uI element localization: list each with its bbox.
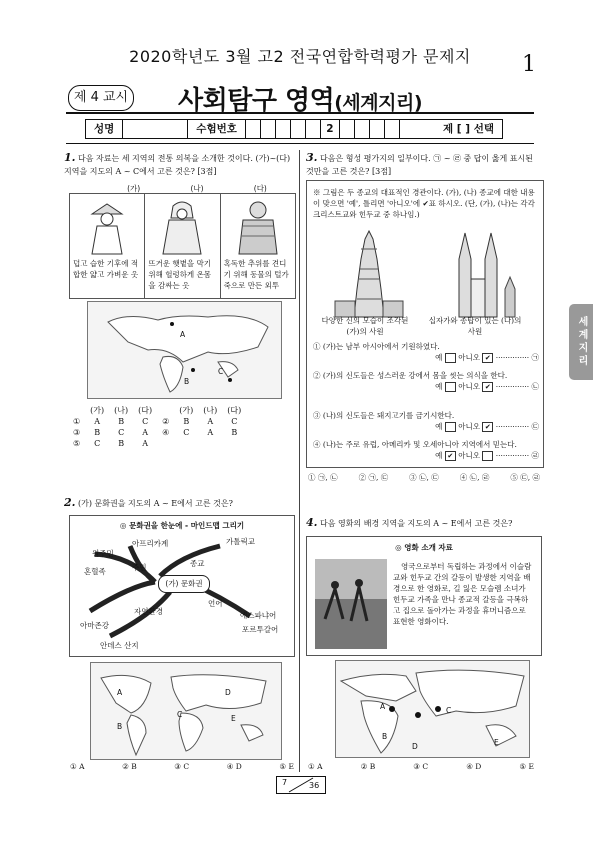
choice-cell: C — [118, 428, 125, 437]
subject-sub: (세계지리) — [334, 92, 423, 114]
q3-text: 다음은 형성 평가지의 일부이다. ㉠ ~ ㉣ 중 답이 옳게 표시된 것만을 고른 것은? [3점] — [306, 154, 533, 176]
q2-number: 2. — [64, 496, 76, 509]
q2-mindmap — [69, 515, 295, 657]
mindmap-center: (가) 문화권 — [158, 575, 210, 593]
choice-cell: A — [207, 428, 214, 437]
hindu-temple-icon — [329, 229, 409, 319]
exam-digit-5[interactable] — [306, 120, 321, 138]
choice-cell: B — [118, 417, 125, 426]
yes-label: 예 — [435, 451, 443, 460]
q1-world-map — [87, 301, 282, 399]
q4-map-label-a: A — [380, 702, 386, 711]
q2-choice-2[interactable]: ② B — [122, 762, 137, 771]
choice-cell: C — [231, 417, 238, 426]
q3-item: ④ (나)는 주로 유럽, 아메리카 및 오세아니아 지역에서 믿는다. 예 ✔ 아니오 ·············· ㉣ — [313, 440, 539, 460]
fur-coat-figure-icon — [221, 196, 295, 256]
item-mark: ㉢ — [531, 422, 539, 431]
q1-prompt — [64, 152, 294, 178]
no-label: 아니오 — [458, 353, 480, 362]
q4-prompt — [306, 517, 540, 531]
footer-page: 7 — [282, 778, 288, 787]
mindmap-branch: 아마존강 — [80, 621, 109, 630]
choice-cell[interactable]: ② — [162, 417, 170, 426]
world-map-icon — [336, 661, 529, 757]
q3-choice-4[interactable]: ④ ㉡, ㉣ — [459, 473, 490, 482]
q3-item: ③ (나)의 신도들은 돼지고기를 금기시한다. 예 아니오 ✔ ·············· ㉢ — [313, 411, 539, 431]
q2-map-label-b: B — [117, 722, 123, 731]
exam-digit-2[interactable] — [261, 120, 276, 138]
footer-total: 36 — [309, 781, 320, 790]
exam-digit-4[interactable] — [291, 120, 306, 138]
no-checkbox[interactable] — [482, 451, 493, 461]
q3-items — [313, 341, 539, 479]
item-mark: ㉣ — [531, 451, 539, 460]
yes-label: 예 — [435, 422, 443, 431]
q3-choices — [308, 472, 540, 483]
q2-choice-4[interactable]: ④ D — [226, 762, 242, 771]
item-mark: ㉠ — [531, 353, 539, 362]
q1-map-label-b: B — [184, 377, 190, 386]
q1-costume-table — [69, 193, 296, 299]
q4-choice-4[interactable]: ④ D — [466, 762, 482, 771]
q1-choices — [68, 405, 246, 449]
subject-main: 사회탐구 영역 — [178, 86, 335, 116]
choice-cell: C — [183, 428, 190, 437]
mindmap-branch: 종교 — [190, 559, 205, 568]
choice-cell: A — [142, 439, 149, 448]
light-clothing-figure-icon — [70, 196, 144, 256]
q2-choice-1[interactable]: ① A — [70, 762, 85, 771]
q2-map-label-a: A — [117, 688, 123, 697]
item-mark: ㉡ — [531, 382, 539, 391]
q2-map-label-c: C — [177, 710, 183, 719]
item-num: ① — [313, 342, 321, 351]
q1-map-label-c: C — [218, 367, 224, 376]
q4-text: 다음 영화의 배경 지역을 지도의 A ~ E에서 고른 것은? — [320, 519, 513, 528]
q2-choice-3[interactable]: ③ C — [174, 762, 190, 771]
item-num: ④ — [313, 440, 321, 449]
no-checkbox[interactable]: ✔ — [482, 422, 493, 432]
choice-cell: B — [183, 417, 190, 426]
q1-col-da: (다) — [253, 184, 267, 193]
q4-choice-1[interactable]: ① A — [308, 762, 323, 771]
choice-cell: A — [142, 428, 149, 437]
choice-cell: C — [94, 439, 101, 448]
q3-choice-3[interactable]: ③ ㉡, ㉢ — [409, 473, 439, 482]
q1-choice-row[interactable] — [68, 416, 246, 427]
yes-checkbox[interactable] — [445, 382, 456, 392]
mindmap-branch: 가톨릭교 — [226, 537, 255, 546]
q2-prompt — [64, 497, 294, 511]
mindmap-branch: 언어 — [208, 599, 223, 608]
column-divider — [299, 150, 300, 772]
mindmap-branch: 혼혈족 — [84, 567, 106, 576]
exam-digit-10[interactable] — [385, 120, 400, 138]
exam-digit-9[interactable] — [370, 120, 385, 138]
no-label: 아니오 — [458, 382, 480, 391]
q4-world-map — [335, 660, 530, 758]
q3-item: ① (가)는 남부 아시아에서 기원하였다. 예 아니오 ✔ ·············· ㉠ — [313, 342, 539, 362]
no-checkbox[interactable]: ✔ — [482, 382, 493, 392]
q1-choice-header — [68, 405, 246, 416]
movie-box-title: ◎ 영화 소개 자료 — [395, 543, 453, 552]
id-bar — [85, 119, 503, 139]
page-footer — [276, 776, 326, 794]
mindmap-branch: 아프리카계 — [132, 539, 169, 548]
yes-label: 예 — [435, 382, 443, 391]
q3-quiz-box — [306, 180, 544, 468]
world-map-icon — [91, 663, 281, 759]
exam-title: 2020학년도 3월 고2 전국연합학력평가 문제지 — [129, 47, 471, 66]
q2-text: (가) 문화권을 지도의 A ~ E에서 고른 것은? — [78, 499, 233, 508]
exam-digit-1[interactable] — [246, 120, 261, 138]
q3-prompt — [306, 152, 540, 178]
item-num: ③ — [313, 411, 321, 420]
q2-choices — [70, 761, 294, 772]
q4-movie-box — [306, 536, 542, 656]
yes-checkbox[interactable]: ✔ — [445, 451, 456, 461]
q3-item: ② (가)의 신도들은 성스러운 강에서 몸을 씻는 의식을 한다. 예 아니오 ✔ ·············· ㉡ — [313, 371, 539, 391]
q2-choice-5[interactable]: ⑤ E — [279, 762, 294, 771]
movie-description: 영국으로부터 독립하는 과정에서 이슬람교와 힌두교 간의 갈등이 발생한 지역을 배경으로 한 영화로, 길 잃은 모슬렘 소녀가 힌두교 가족을 만나 종교적 갈등을 극복하고 집으로 돌아가는 과정을 휴머니즘으로 표현한 영화이다. — [393, 562, 532, 626]
q1-choice-row[interactable] — [68, 427, 246, 438]
choice-cell: B — [231, 428, 238, 437]
choice-cell: A — [207, 417, 214, 426]
mindmap-branch: 주민 — [132, 563, 147, 572]
q4-map-label-e: E — [494, 738, 499, 747]
choice-cell[interactable]: ⑤ — [73, 439, 81, 448]
choice-cell[interactable]: ④ — [162, 428, 170, 437]
q3-instruction: ※ 그림은 두 종교의 대표적인 경관이다. (가), (나) 종교에 대한 내용이 맞으면 '예', 틀리면 '아니오'에 ✔표 하시오. (단, (가), (나)는 각각 크리스트교와 힌두교 중 하나임.) — [313, 188, 535, 219]
q1-col-na: (나) — [190, 184, 204, 193]
subject-side-tab: 세계지리 — [569, 304, 593, 380]
q1-choice-row[interactable] — [68, 438, 246, 449]
q3-caption-ga: 다양한 신의 모습이 조각된 (가)의 사원 — [321, 316, 409, 336]
exam-digit-3[interactable] — [276, 120, 291, 138]
q2-map-label-e: E — [231, 714, 236, 723]
choice-head: (다) — [227, 406, 242, 415]
q1-number: 1. — [64, 151, 76, 164]
item-text: (나)의 신도들은 돼지고기를 금기시한다. — [322, 411, 455, 420]
name-field[interactable] — [123, 120, 188, 138]
mindmap-branch: 에스파냐어 — [240, 611, 277, 620]
no-label: 아니오 — [458, 451, 480, 460]
mindmap-branch: 원주민 — [92, 549, 114, 558]
id-rule — [66, 143, 534, 144]
choice-cell: B — [118, 439, 125, 448]
q1-cell-da — [221, 194, 295, 298]
item-text: (가)는 남부 아시아에서 기원하였다. — [322, 342, 440, 351]
choice-cell: A — [94, 417, 101, 426]
q4-map-label-b: B — [382, 732, 388, 741]
q1-caption-na: 뜨거운 햇볕을 막기 위해 헐렁하게 온몸을 감싸는 옷 — [148, 259, 212, 290]
choice-head: (가) — [90, 406, 105, 415]
choice-head: (가) — [179, 406, 194, 415]
q3-caption-na: 십자가와 종탑이 있는 (나)의 사원 — [428, 316, 522, 336]
item-text: (가)의 신도들은 성스러운 강에서 몸을 씻는 의식을 한다. — [322, 371, 508, 380]
mindmap-branch: 자연환경 — [134, 607, 163, 616]
q3-choice-1[interactable]: ① ㉠, ㉡ — [308, 473, 338, 482]
q3-number: 3. — [306, 151, 318, 164]
q1-map-label-a: A — [180, 330, 186, 339]
q1-cell-na — [145, 194, 220, 298]
page-number: 1 — [522, 52, 536, 77]
exam-digit-fixed: 2 — [321, 120, 340, 138]
q4-choice-3[interactable]: ③ C — [413, 762, 429, 771]
yes-checkbox[interactable] — [445, 353, 456, 363]
q1-cell-ga — [70, 194, 145, 298]
choice-cell[interactable]: ① — [73, 417, 81, 426]
q1-col-ga: (가) — [127, 184, 141, 193]
header-rule — [66, 112, 534, 114]
mindmap-title: ◎ 문화권을 한눈에 - 마인드맵 그리기 — [119, 521, 245, 530]
mindmap-branch: 포르투갈어 — [242, 625, 279, 634]
q2-world-map — [90, 662, 282, 760]
name-label: 성명 — [86, 120, 123, 138]
choice-head: (다) — [138, 406, 153, 415]
q1-caption-ga: 덥고 습한 기후에 적합한 얇고 가벼운 옷 — [73, 259, 139, 279]
q3-choice-5[interactable]: ⑤ ㉢, ㉣ — [510, 473, 540, 482]
exam-digit-7[interactable] — [340, 120, 355, 138]
movie-poster-icon — [315, 559, 387, 649]
choice-cell[interactable]: ③ — [73, 428, 81, 437]
yes-checkbox[interactable] — [445, 422, 456, 432]
q2-map-label-d: D — [225, 688, 231, 697]
item-text: (나)는 주로 유럽, 아메리카 및 오세아니아 지역에서 믿는다. — [322, 440, 517, 449]
q4-map-label-d: D — [412, 742, 418, 751]
exam-digit-8[interactable] — [355, 120, 370, 138]
q1-text: 다음 자료는 세 지역의 전통 의복을 소개한 것이다. (가)~(다) 지역을 지도의 A ~ C에서 고른 것은? [3점] — [64, 154, 291, 176]
choice-cell: C — [142, 417, 149, 426]
q4-number: 4. — [306, 516, 318, 529]
choice-cell: B — [94, 428, 101, 437]
cathedral-icon — [439, 229, 519, 319]
q4-choice-5[interactable]: ⑤ E — [519, 762, 534, 771]
no-label: 아니오 — [458, 422, 480, 431]
choice-head: (나) — [114, 406, 129, 415]
robed-figure-icon — [145, 196, 219, 256]
no-checkbox[interactable]: ✔ — [482, 353, 493, 363]
choice-head: (나) — [203, 406, 218, 415]
item-num: ② — [313, 371, 321, 380]
q4-map-label-c: C — [446, 706, 452, 715]
exam-number-label: 수험번호 — [188, 120, 246, 138]
q3-choice-2[interactable]: ② ㉠, ㉢ — [358, 473, 389, 482]
session-badge: 제 4 교시 — [68, 85, 134, 111]
mindmap-branch: 안데스 산지 — [100, 641, 139, 650]
q4-choice-2[interactable]: ② B — [360, 762, 376, 771]
q1-caption-da: 혹독한 추위를 견디기 위해 동물의 털가죽으로 만든 외투 — [223, 259, 289, 290]
yes-label: 예 — [435, 353, 443, 362]
q4-choices — [308, 761, 534, 772]
choice-label: 제 [ ] 선택 — [443, 123, 494, 135]
